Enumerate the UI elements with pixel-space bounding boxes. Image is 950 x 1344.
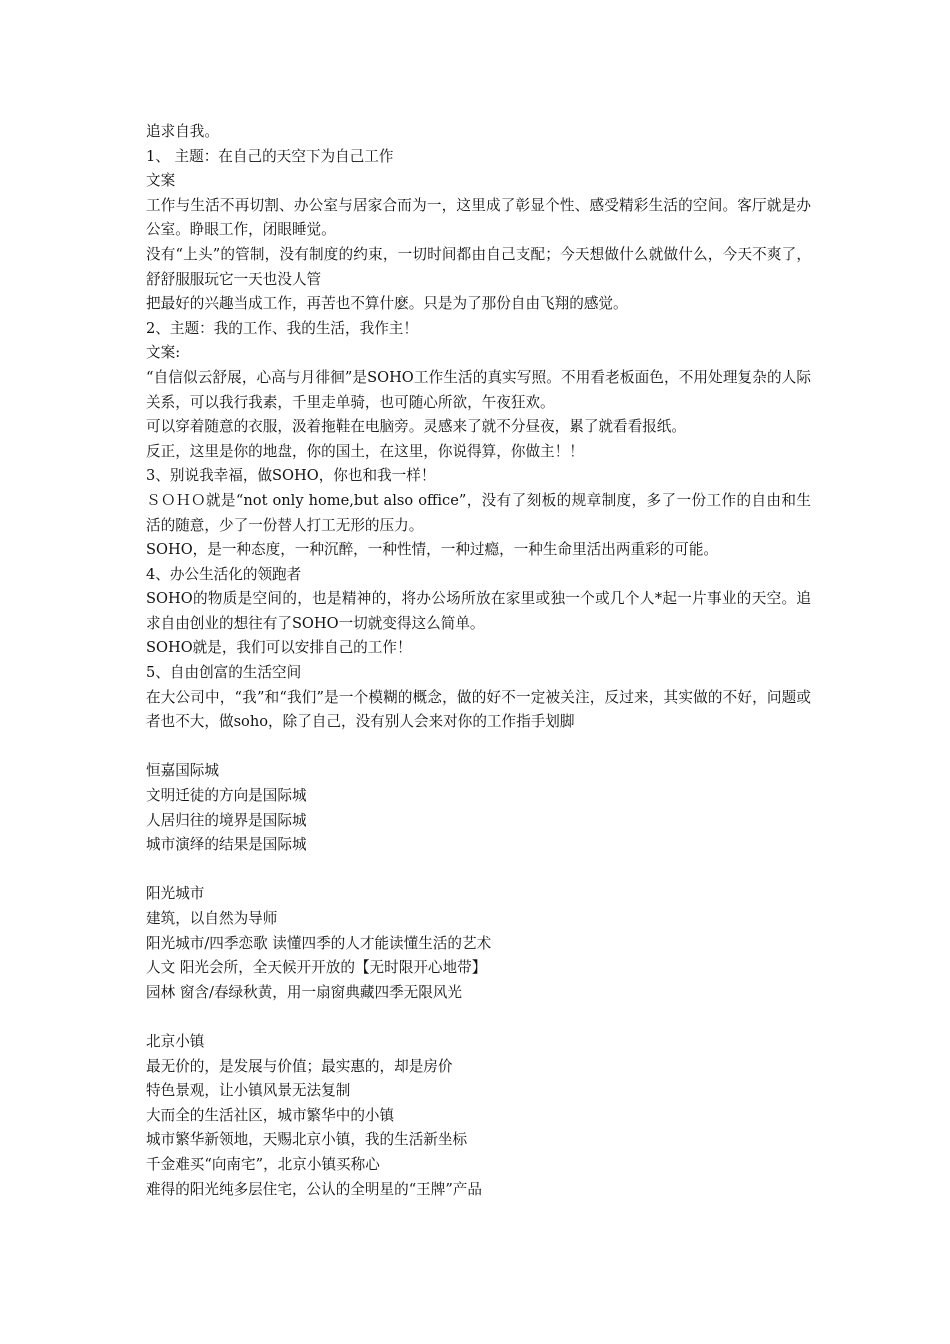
paragraph: 没有“上头”的管制，没有制度的约束，一切时间都由自己支配；今天想做什么就做什么，今天不爽了，舒舒服服玩它一天也没人管	[146, 245, 811, 288]
paragraph: 把最好的兴趣当成工作，再苦也不算什麽。只是为了那份自由飞翔的感觉。	[146, 295, 628, 313]
slogan-line: 阳光城市/四季恋歌 读懂四季的人才能读懂生活的艺术	[146, 934, 492, 952]
slogan-line: 人居归往的境界是国际城	[146, 811, 307, 829]
slogan-line: 城市演绎的结果是国际城	[146, 836, 307, 854]
paragraph: 在大公司中，“我”和“我们”是一个模糊的概念，做的好不一定被关注，反过来，其实做的不好，问题或者也不大，做soho，除了自己，没有别人会来对你的工作指手划脚	[146, 688, 811, 731]
blank-line	[146, 1005, 811, 1030]
slogan-line: 最无价的，是发展与价值；最实惠的，却是房价	[146, 1057, 453, 1075]
paragraph: SOHO的物质是空间的，也是精神的，将办公场所放在家里或独一个或几个人*起一片事业的天空。追求自由创业的想往有了SOHO一切就变得这么简单。	[146, 590, 811, 632]
paragraph: SOHO就是，我们可以安排自己的工作！	[146, 639, 412, 657]
paragraph: SOHO，是一种态度，一种沉醉，一种性情，一种过瘾，一种生命里活出两重彩的可能。	[146, 541, 719, 559]
blank-line	[146, 858, 811, 883]
slogan-line: 难得的阳光纯多层住宅，公认的全明星的“王牌”产品	[146, 1180, 482, 1198]
section-title-beijing-town: 北京小镇	[146, 1032, 205, 1050]
slogan-line: 特色景观，让小镇风景无法复制	[146, 1082, 351, 1100]
heading-1: 1、 主题：在自己的天空下为自己工作	[146, 147, 394, 165]
text-line: 追求自我。	[146, 123, 219, 140]
slogan-line: 文明迁徒的方向是国际城	[146, 787, 307, 805]
heading-2: 2、主题：我的工作、我的生活，我作主！	[146, 319, 418, 337]
heading-5: 5、自由创富的生活空间	[146, 664, 302, 682]
slogan-line: 人文 阳光会所，全天候开开放的【无时限开心地带】	[146, 959, 487, 977]
slogan-line: 大而全的生活社区，城市繁华中的小镇	[146, 1106, 395, 1124]
paragraph: ＳＯＨＯ就是“not only home,but also office”，没有了刻板的规章制度，多了一份工作的自由和生活的随意，少了一份替人打工无形的压力。	[146, 491, 811, 534]
slogan-line: 千金难买“向南宅”，北京小镇买称心	[146, 1155, 380, 1173]
document-page	[146, 120, 811, 1202]
slogan-line: 建筑，以自然为导师	[146, 910, 278, 927]
heading-3: 3、别说我幸福，做SOHO，你也和我一样！	[146, 467, 436, 485]
copy-label: 文案	[146, 172, 176, 190]
paragraph: 可以穿着随意的衣服，汲着拖鞋在电脑旁。灵感来了就不分昼夜，累了就看看报纸。	[146, 418, 686, 436]
slogan-line: 园林 窗含/春绿秋黄，用一扇窗典藏四季无限风光	[146, 983, 463, 1001]
copy-label: 文案:	[146, 344, 181, 362]
section-title-sunshine-city: 阳光城市	[146, 885, 205, 903]
paragraph: 反正，这里是你的地盘，你的国土，在这里，你说得算，你做主！！	[146, 442, 584, 460]
slogan-line: 城市繁华新领地，天赐北京小镇，我的生活新坐标	[146, 1131, 468, 1149]
blank-line	[146, 735, 811, 760]
section-title-hengjia: 恒嘉国际城	[146, 762, 219, 780]
paragraph: “自信似云舒展，心高与月徘徊”是SOHO工作生活的真实写照。不用看老板面色，不用处理复杂的人际关系，可以我行我素，千里走单骑，也可随心所欲，午夜狂欢。	[146, 368, 811, 411]
paragraph: 工作与生活不再切割、办公室与居家合而为一，这里成了彰显个性、感受精彩生活的空间。客厅就是办公室。睁眼工作，闭眼睡觉。	[146, 196, 811, 239]
heading-4: 4、办公生活化的领跑者	[146, 565, 302, 583]
